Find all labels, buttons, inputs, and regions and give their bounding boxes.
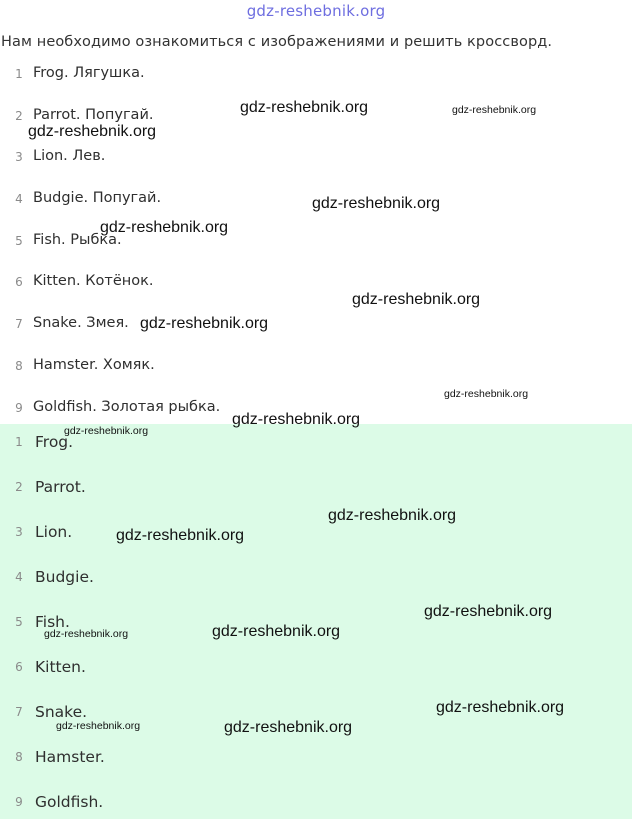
- answer-number: 4: [15, 570, 23, 584]
- watermark: gdz-reshebnik.org: [64, 425, 149, 437]
- vocabulary-item: [0, 220, 632, 262]
- watermark: gdz-reshebnik.org: [224, 719, 353, 736]
- answer-number: 6: [15, 660, 23, 674]
- answer-text: Kitten.: [35, 658, 86, 676]
- item-text: Kitten. Котёнок.: [33, 273, 154, 290]
- vocabulary-item: [0, 345, 632, 387]
- item-text: Fish. Рыбка.: [33, 231, 122, 248]
- item-number: 3: [15, 150, 23, 165]
- watermark: gdz-reshebnik.org: [444, 388, 529, 400]
- watermark: gdz-reshebnik.org: [312, 195, 441, 212]
- answer-item: [0, 469, 632, 514]
- item-number: 7: [15, 317, 23, 332]
- answer-item: [0, 739, 632, 784]
- answer-text: Snake.: [35, 703, 88, 721]
- item-text: Parrot. Попугай.: [33, 106, 154, 123]
- answer-text: Budgie.: [35, 568, 94, 586]
- answer-number: 9: [15, 795, 23, 809]
- watermark: gdz-reshebnik.org: [328, 507, 457, 524]
- watermark: gdz-reshebnik.org: [140, 315, 269, 332]
- watermark: gdz-reshebnik.org: [352, 291, 481, 308]
- answer-number: 3: [15, 525, 23, 539]
- item-text: Budgie. Попугай.: [33, 190, 162, 207]
- vocabulary-item: [0, 53, 632, 95]
- answer-text: Hamster.: [35, 748, 105, 766]
- answer-number: 5: [15, 615, 23, 629]
- item-number: 2: [15, 108, 23, 123]
- watermark: gdz-reshebnik.org: [212, 623, 341, 640]
- item-number: 9: [15, 400, 23, 415]
- answer-item: [0, 514, 632, 559]
- watermark: gdz-reshebnik.org: [100, 219, 229, 236]
- answer-item: [0, 649, 632, 694]
- item-text: Hamster. Хомяк.: [33, 356, 155, 373]
- answer-text: Lion.: [35, 523, 73, 541]
- vocabulary-item: [0, 303, 632, 345]
- vocabulary-item: [0, 261, 632, 303]
- item-number: 6: [15, 275, 23, 290]
- watermark: gdz-reshebnik.org: [28, 123, 157, 140]
- site-logo[interactable]: gdz-reshebnik.org: [246, 2, 386, 20]
- item-text: Lion. Лев.: [33, 148, 106, 165]
- watermark: gdz-reshebnik.org: [44, 628, 129, 640]
- item-text: Snake. Змея.: [33, 315, 129, 332]
- watermark: gdz-reshebnik.org: [436, 699, 565, 716]
- item-number: 5: [15, 233, 23, 248]
- answer-text: Goldfish.: [35, 793, 104, 811]
- answer-item: [0, 559, 632, 604]
- item-number: 1: [15, 67, 23, 81]
- answer-number: 2: [15, 480, 23, 494]
- watermark: gdz-reshebnik.org: [240, 99, 369, 116]
- watermark: gdz-reshebnik.org: [232, 411, 361, 428]
- answer-number: 7: [15, 705, 23, 719]
- answer-number: 1: [15, 435, 23, 449]
- item-text: Frog. Лягушка.: [33, 65, 145, 81]
- vocabulary-item: [0, 136, 632, 178]
- watermark: gdz-reshebnik.org: [116, 527, 245, 544]
- answer-number: 8: [15, 750, 23, 764]
- watermark: gdz-reshebnik.org: [452, 104, 537, 116]
- answers-panel: [0, 424, 632, 819]
- answer-text: Fish.: [35, 613, 70, 631]
- watermark: gdz-reshebnik.org: [424, 603, 553, 620]
- item-number: 8: [15, 358, 23, 373]
- task-instruction: Нам необходимо ознакомиться с изображениями и решить кроссворд.: [1, 34, 553, 50]
- answer-text: Frog.: [35, 433, 74, 451]
- answer-item: [0, 784, 632, 829]
- item-number: 4: [15, 192, 23, 207]
- answer-text: Parrot.: [35, 478, 86, 496]
- item-text: Goldfish. Золотая рыбка.: [33, 398, 221, 415]
- watermark: gdz-reshebnik.org: [56, 720, 141, 732]
